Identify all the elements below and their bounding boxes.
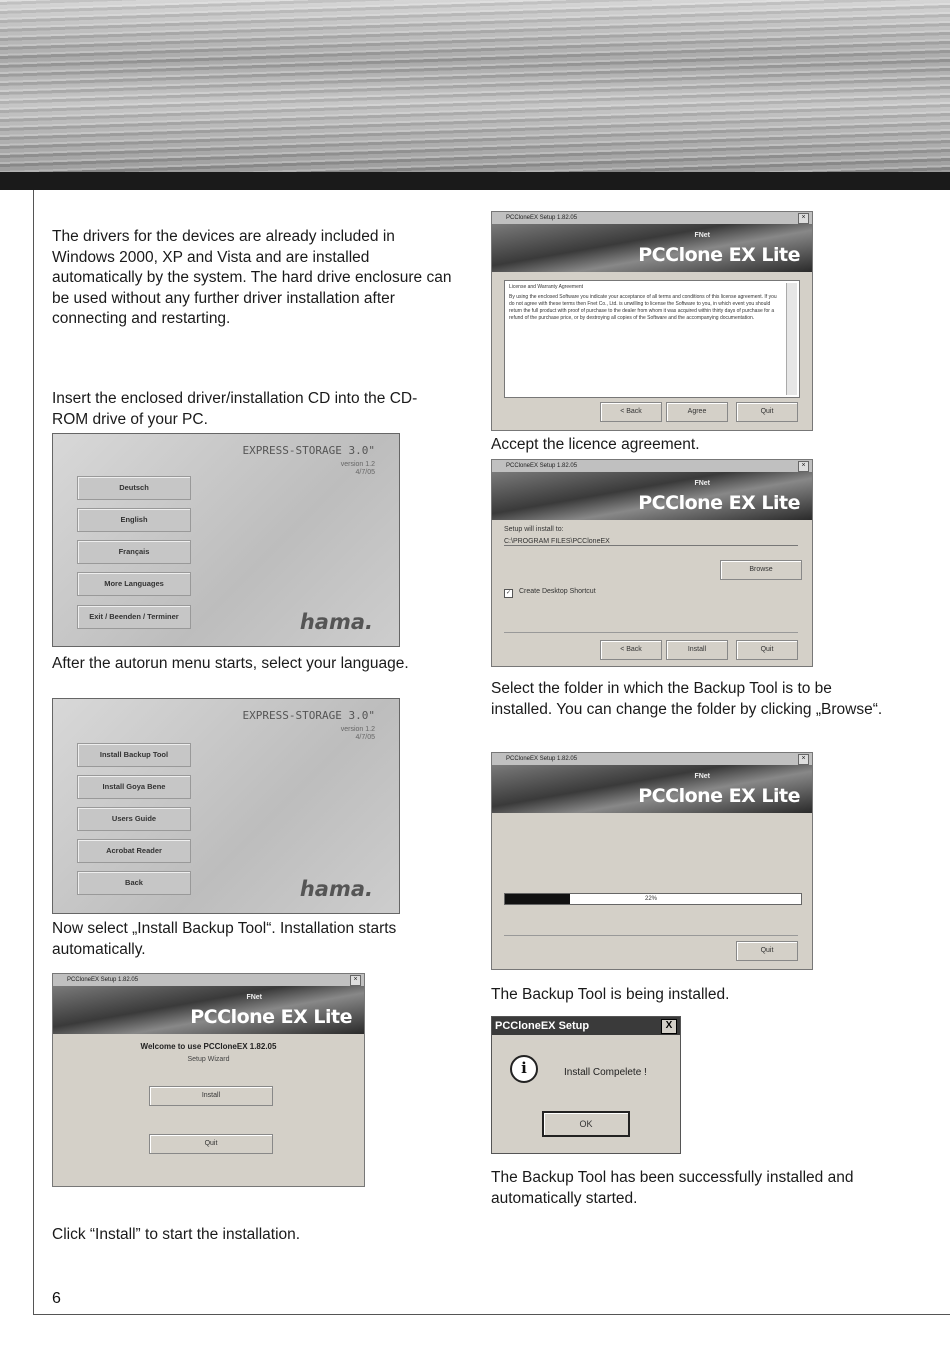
browse-button[interactable]: Browse [720,560,802,580]
lang-button-exit[interactable]: Exit / Beenden / Terminer [77,605,191,629]
window-titlebar [492,753,812,765]
install-to-label: Setup will install to: [504,526,564,533]
lang-button-deutsch[interactable]: Deutsch [77,476,191,500]
autorun-version [341,726,375,742]
quit-button[interactable]: Quit [736,941,798,961]
product-name: PCClone EX Lite [638,492,800,514]
back-button[interactable]: < Back [600,640,662,660]
version-line: 4/7/05 [355,734,375,741]
welcome-line: Welcome to use PCCloneEX 1.82.05 [140,1042,277,1051]
divider [504,935,798,936]
close-icon[interactable]: X [661,1019,677,1034]
info-icon: i [510,1055,538,1083]
bottom-rule [33,1314,950,1315]
window-title: PCCloneEX Setup 1.82.05 [506,756,578,762]
shortcut-option[interactable] [504,588,596,598]
version-line: 4/7/05 [355,469,375,476]
sub-brand: FNet [694,232,710,239]
divider [504,632,798,633]
step-insert-cd: Insert the enclosed driver/installation CD into the CD-ROM drive of your PC. [52,390,418,428]
install-complete-dialog [491,1016,681,1154]
product-name: PCClone EX Lite [638,244,800,266]
product-banner [53,986,364,1034]
caption-done: The Backup Tool has been successfully installed and automatically started. [491,1169,854,1207]
install-progress-bar [504,893,802,905]
close-icon[interactable]: × [798,754,809,765]
setup-welcome-screenshot [52,973,365,1187]
caption-install-backup: Now select „Install Backup Tool“. Installation starts automatically. [52,920,397,958]
autorun-language-screenshot [52,433,400,647]
window-titlebar [492,212,812,224]
caption-installing: The Backup Tool is being installed. [491,986,730,1003]
setup-license-screenshot [491,211,813,431]
agree-button[interactable]: Agree [666,402,728,422]
product-banner [492,472,812,520]
ok-button[interactable]: OK [542,1111,630,1137]
caption-accept: Accept the licence agreement. [491,436,700,453]
dialog-title: PCCloneEX Setup [495,1020,590,1032]
window-title: PCCloneEX Setup 1.82.05 [506,215,578,221]
setup-progress-screenshot [491,752,813,970]
wizard-label: Setup Wizard [187,1056,230,1063]
setup-location-screenshot [491,459,813,667]
product-banner [492,224,812,272]
checkbox-check-icon[interactable]: ✓ [505,590,512,596]
product-banner [492,765,812,813]
back-button[interactable]: < Back [600,402,662,422]
window-title: PCCloneEX Setup 1.82.05 [506,463,578,469]
license-textbox[interactable] [504,280,800,398]
license-scrollbar[interactable] [786,283,797,395]
window-titlebar [53,974,364,986]
hama-logo: hama. [299,877,373,901]
quit-button[interactable]: Quit [736,402,798,422]
header-bar [0,172,950,190]
install-button[interactable]: Install [666,640,728,660]
license-heading: License and Warranty Agreement [509,284,584,290]
product-name: PCClone EX Lite [638,785,800,807]
autorun-brand: EXPRESS-STORAGE 3.0" [242,709,375,722]
caption-folder: Select the folder in which the Backup Tool is to be installed. You can change the folder by clicking „Browse“. [491,680,883,718]
acrobat-reader-button[interactable]: Acrobat Reader [77,839,191,863]
autorun-brand: EXPRESS-STORAGE 3.0" [242,444,375,457]
close-icon[interactable]: × [798,461,809,472]
version-line: version 1.2 [340,726,375,733]
hama-logo: hama. [299,610,373,634]
version-line: version 1.2 [340,461,375,468]
window-title: PCCloneEX Setup 1.82.05 [67,977,139,983]
install-button[interactable]: Install [149,1086,273,1106]
lang-button-francais[interactable]: Français [77,540,191,564]
intro-paragraph: The drivers for the devices are already included in Windows 2000, XP and Vista and are installed automatically by the system. The hard drive enclosure can be used without any further driver installation after connecting and restarting. [52,228,452,327]
install-backup-tool-button[interactable]: Install Backup Tool [77,743,191,767]
install-goya-button[interactable]: Install Goya Bene [77,775,191,799]
install-path-field[interactable]: C:\PROGRAM FILES\PCCloneEX [504,538,798,546]
caption-language: After the autorun menu starts, select your language. [52,655,409,672]
lang-button-more[interactable]: More Languages [77,572,191,596]
progress-fill [505,894,570,904]
quit-button[interactable]: Quit [149,1134,273,1154]
product-name: PCClone EX Lite [190,1006,352,1028]
autorun-tools-screenshot [52,698,400,914]
shortcut-label: Create Desktop Shortcut [519,588,596,595]
caption-click-install: Click “Install” to start the installation. [52,1226,301,1243]
license-text: By using the enclosed Software you indicate your acceptance of all terms and conditions of this license agreement. If you do not agree with these terms then Fnet Co., Ltd. is unwilling to license the Software to you, in which event you should return the full product with proof of purchase to the dealer from whom it was acquired within thirty days of purchase for a refund of the purchase price, or by destroying all copies of the Software and the accompanying documentation. [509,294,777,321]
quit-button[interactable]: Quit [736,640,798,660]
dialog-titlebar [492,1017,680,1035]
left-rule [33,190,34,1315]
page-number: 6 [52,1290,61,1307]
sub-brand: FNet [694,480,710,487]
sub-brand: FNet [246,994,262,1001]
window-titlebar [492,460,812,472]
back-button[interactable]: Back [77,871,191,895]
sub-brand: FNet [694,773,710,780]
lang-button-english[interactable]: English [77,508,191,532]
progress-percent: 22% [645,896,658,902]
autorun-version [341,461,375,477]
header-band [0,0,950,172]
users-guide-button[interactable]: Users Guide [77,807,191,831]
dialog-message: Install Compelete ! [564,1067,647,1078]
close-icon[interactable]: × [798,213,809,224]
close-icon[interactable]: × [350,975,361,986]
